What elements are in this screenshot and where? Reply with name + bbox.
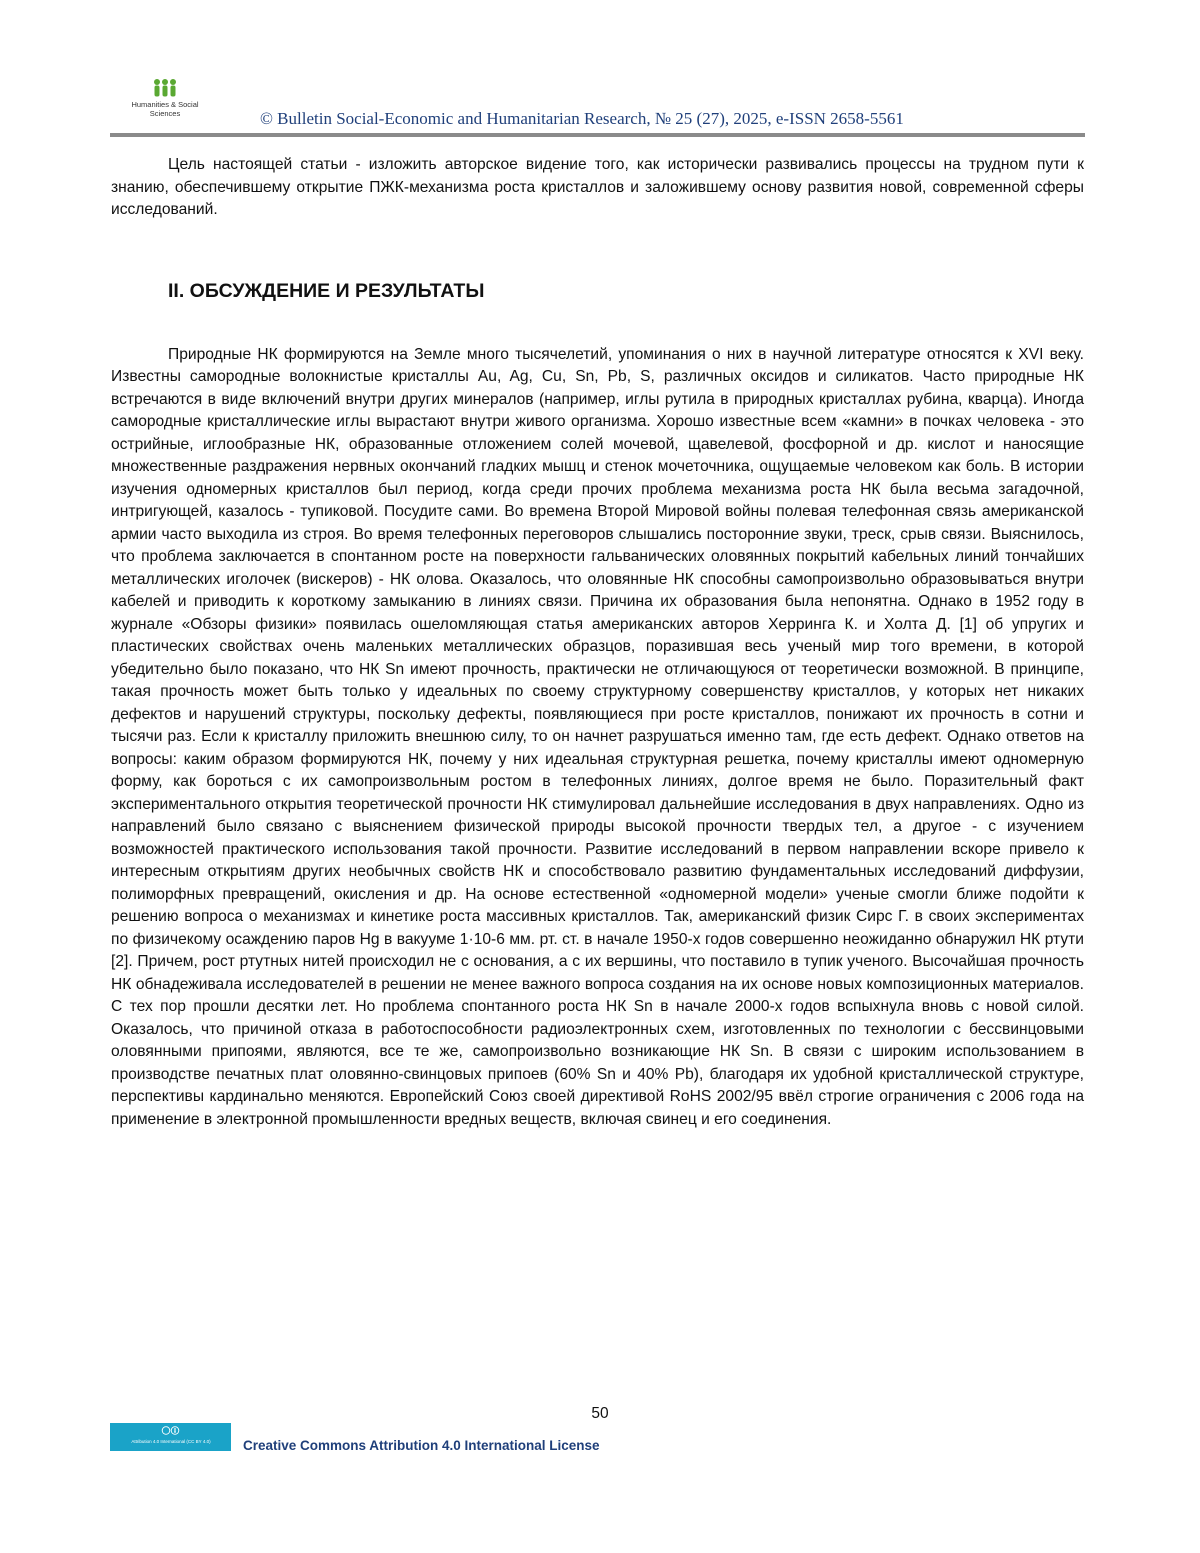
people-icon [152, 78, 178, 98]
page-header [110, 78, 1085, 138]
article-body [111, 154, 1084, 1131]
logo-text: Humanities & Social Sciences [131, 100, 199, 118]
page-number: 50 [591, 1405, 609, 1422]
intro-paragraph: Цель настоящей статьи - изложить авторское видение того, как исторически развивались процессы на трудном пути к знанию, обеспечившему открытие ПЖК-механизма роста кристаллов и заложившему основу развития новой, современной сферы исследований. [111, 156, 1084, 218]
cc-badge-text: Attribution 4.0 International (CC BY 4.0) [131, 1439, 211, 1444]
journal-citation: © Bulletin Social-Economic and Humanitarian Research, № 25 (27), 2025, e-ISSN 2658-5561 [260, 109, 904, 128]
section-heading: II. ОБСУЖДЕНИЕ И РЕЗУЛЬТАТЫ [168, 279, 485, 302]
license-link[interactable]: Creative Commons Attribution 4.0 International License [243, 1438, 600, 1453]
cc-license-badge[interactable] [110, 1423, 231, 1451]
main-paragraph: Природные НК формируются на Земле много тысячелетий, упоминания о них в научной литературе относятся к XVI веку. Известны самородные волокнистые кристаллы Au, Ag, Cu, Sn, Pb, S, различных оксидов и силикатов. Часто природные НК встречаются в виде включений внутри других минералов (например, иглы рутила в природных кристаллах рубина, кварца). Иногда самородные кристаллические иглы вырастают внутри живого организма. Хорошо известные всем «камни» в почках человека - это острийные, иглообразные НК, образованные отложением солей мочевой, щавелевой, фосфорной и др. кислот и наносящие множественные раздражения нервных окончаний гладких мышц и стенок мочеточника, ощущаемые человеком как боль. В истории изучения одномерных кристаллов был период, когда среди прочих проблема механизма роста НК была весьма загадочной, интригующей, казалось - тупиковой. Посудите сами. Во времена Второй Мировой войны полевая телефонная связь американской армии часто выходила из строя. Во время телефонных переговоров слышались посторонние звуки, треск, срыв связи. Выяснилось, что проблема заключается в спонтанном росте на поверхности гальванических оловянных покрытий кабельных линий тончайших металлических иголочек (вискеров) - НК олова. Оказалось, что оловянные НК способны самопроизвольно образовываться внутри кабелей и приводить к короткому замыканию в линиях связи. Причина их образования была непонятна. Однако в 1952 году в журнале «Обзоры физики» появилась ошеломляющая статья американских авторов Херринга К. и Холта Д. [1] об упругих и пластических свойствах очень маленьких металлических образцов, поразившая весь ученый мир того времени, в которой убедительно было показано, что НК Sn имеют прочность, практически не отличающуюся от теоретически возможной. В принципе, такая прочность может быть только у идеальных по своему структурному совершенству кристаллов, у которых нет никаких дефектов и нарушений структуры, поскольку дефекты, появляющиеся при росте кристаллов, понижают их прочность в сотни и тысячи раз. Если к кристаллу приложить внешнюю силу, то он начнет разрушаться именно там, где есть дефект. Однако ответов на вопросы: каким образом формируются НК, почему у них идеальная структурная решетка, почему кристаллы имеют одномерную форму, как бороться с их самопроизвольным ростом в телефонных линиях, долгое время не было. Поразительный факт экспериментального открытия теоретической прочности НК стимулировал дальнейшие исследования в двух направлениях. Одно из направлений было связано с выяснением физической природы высокой прочности твердых тел, а другое - с изучением возможностей практического использования такой прочности. Развитие исследований в первом направлении вскоре привело к интересным открытиям других необычных свойств НК и способствовало развитию фундаментальных исследований диффузии, полиморфных превращений, окисления и др. На основе естественной «одномерной модели» ученые смогли ближе подойти к решению вопроса о механизмах и кинетике роста массивных кристаллов. Так, американский физик Сирс Г. в своих экспериментах по физичекому осаждению паров Hg в вакууме 1·10-6 мм. рт. ст. в начале 1950-х годов совершенно неожиданно обнаружил НК ртути [2]. Причем, рост ртутных нитей происходил не с основания, а с их вершины, что поставило в тупик ученого. Высочайшая прочность НК обнадеживала исследователей в решении не менее важного вопроса создания на их основе новых композиционных материалов. С тех пор прошли десятки лет. Но проблема спонтанного роста НК Sn в начале 2000-х годов вспыхнула вновь с новой силой. Оказалось, что причиной отказа в работоспособности радиоэлектронных схем, изготовленных по технологии с бессвинцовыми оловянными припоями, являются, все те же, самопроизвольно возникающие НК Sn. В связи с широким использованием в производстве печатных плат оловянно-свинцовых припоев (60% Sn и 40% Pb), благодаря их удобной кристаллической структуре, перспективы кардинально меняются. Европейский Союз своей директивой RoHS 2002/95 ввёл строгие ограничения с 2006 года на применение в электронной промышленности вредных веществ, включая свинец и его соединения. [111, 345, 1084, 1128]
header-divider [110, 133, 1085, 137]
page-footer [110, 1423, 810, 1463]
journal-logo [120, 78, 210, 124]
cc-by-icon [160, 1426, 182, 1435]
